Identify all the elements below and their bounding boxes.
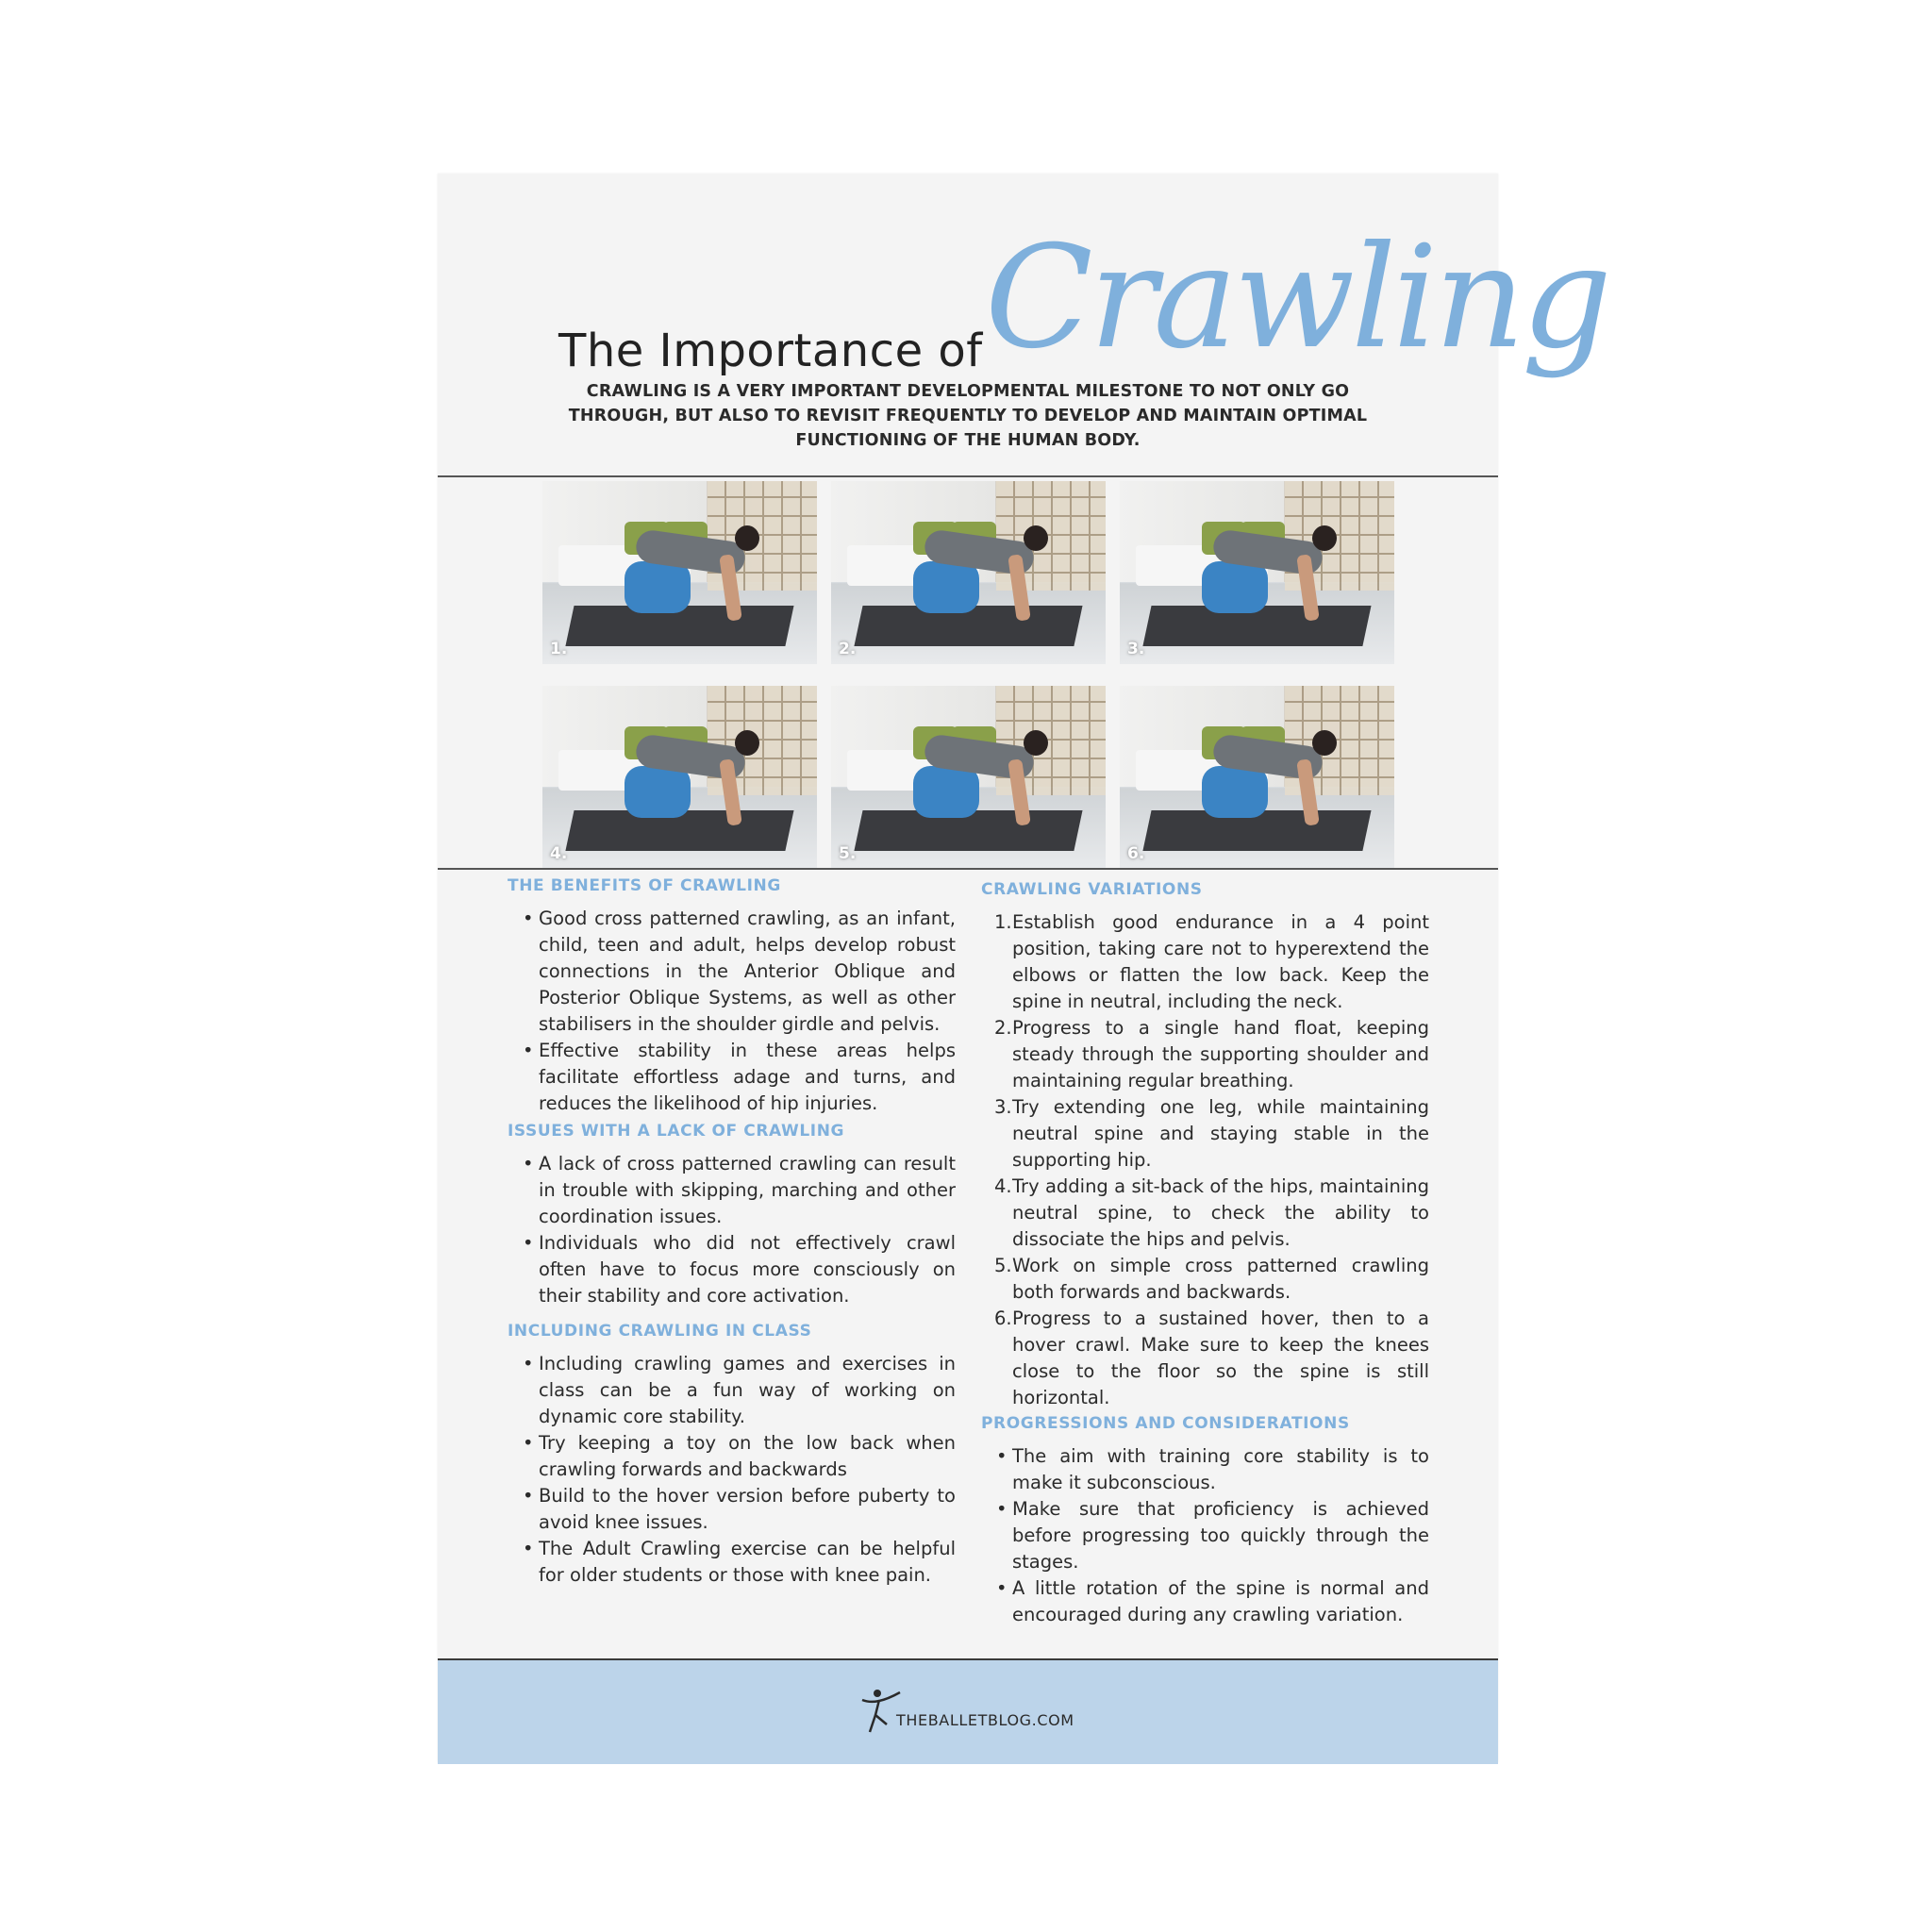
photo-number: 2. bbox=[839, 640, 857, 658]
divider-middle bbox=[438, 868, 1498, 870]
list-item: • Try keeping a toy on the low back when crawling forwards and backwards bbox=[523, 1432, 956, 1480]
progressions-list bbox=[981, 1443, 1429, 1628]
list-item: • Effective stability in these areas helps facilitate effortless adage and turns, and reduces the likelihood of hip injuries. bbox=[523, 1040, 956, 1114]
intro-subtitle: CRAWLING IS A VERY IMPORTANT DEVELOPMENTAL MILESTONE TO NOT ONLY GO THROUGH, BUT ALSO TO REVISIT FREQUENTLY TO DEVELOP AND MAINTAIN OPTIMAL FUNCTIONING OF THE HUMAN BODY. bbox=[568, 382, 1368, 450]
photo-number: 5. bbox=[839, 844, 857, 863]
page-title-script: Crawling bbox=[985, 216, 1608, 380]
section-heading-progressions: PROGRESSIONS AND CONSIDERATIONS bbox=[981, 1414, 1350, 1433]
section-heading-issues: ISSUES WITH A LACK OF CRAWLING bbox=[508, 1122, 845, 1141]
section-heading-class: INCLUDING CRAWLING IN CLASS bbox=[508, 1322, 812, 1341]
photo-number: 4. bbox=[550, 844, 568, 863]
list-item: • Individuals who did not effectively crawl often have to focus more consciously on their stability and core activation. bbox=[523, 1232, 956, 1307]
list-item: 4. Try adding a sit-back of the hips, maintaining neutral spine, to check the ability to dissociate the hips and pelvis. bbox=[994, 1175, 1429, 1250]
exercise-photo-2 bbox=[831, 481, 1106, 664]
page-title: The Importance of bbox=[558, 325, 983, 377]
right-column bbox=[981, 879, 1429, 1628]
exercise-photo-5 bbox=[831, 686, 1106, 869]
section-heading-benefits: THE BENEFITS OF CRAWLING bbox=[508, 876, 781, 895]
left-column bbox=[508, 875, 956, 1589]
list-item: • Build to the hover version before puberty to avoid knee issues. bbox=[523, 1485, 956, 1533]
list-item: • Including crawling games and exercises in class can be a fun way of working on dynamic core stability. bbox=[523, 1353, 956, 1427]
exercise-photo-3 bbox=[1120, 481, 1394, 664]
list-item: 5. Work on simple cross patterned crawling both forwards and backwards. bbox=[994, 1255, 1429, 1303]
list-item: 1. Establish good endurance in a 4 point position, taking care not to hyperextend the elbows or flatten the low back. Keep the spine in neutral, including the neck. bbox=[994, 911, 1429, 1012]
list-item: • The Adult Crawling exercise can be helpful for older students or those with knee pain. bbox=[523, 1538, 956, 1586]
variations-list bbox=[981, 909, 1429, 1411]
list-item: • A little rotation of the spine is normal and encouraged during any crawling variation. bbox=[996, 1577, 1429, 1625]
photo-number: 3. bbox=[1127, 640, 1145, 658]
list-item: • A lack of cross patterned crawling can result in trouble with skipping, marching and other coordination issues. bbox=[523, 1153, 956, 1227]
title-block bbox=[438, 216, 1608, 391]
class-list bbox=[508, 1351, 956, 1589]
list-item: 2. Progress to a single hand float, keeping steady through the supporting shoulder and maintaining regular breathing. bbox=[994, 1017, 1429, 1091]
benefits-list bbox=[508, 906, 956, 1117]
exercise-photo-4 bbox=[542, 686, 817, 869]
list-item: • Good cross patterned crawling, as an infant, child, teen and adult, helps develop robust connections in the Anterior Oblique and Posterior Oblique Systems, as well as other stabilisers in the shoulder girdle and pelvis. bbox=[523, 908, 956, 1035]
list-item: 3. Try extending one leg, while maintaining neutral spine and staying stable in the supporting hip. bbox=[994, 1096, 1429, 1171]
footer bbox=[438, 1658, 1498, 1764]
list-item: • Make sure that proficiency is achieved before progressing too quickly through the stages. bbox=[996, 1498, 1429, 1573]
issues-list bbox=[508, 1151, 956, 1309]
divider-top bbox=[438, 475, 1498, 477]
poster bbox=[438, 174, 1608, 1762]
exercise-photo-6 bbox=[1120, 686, 1394, 869]
footer-site-link[interactable]: THEBALLETBLOG.COM bbox=[896, 1711, 1074, 1729]
list-item: 6. Progress to a sustained hover, then to a hover crawl. Make sure to keep the knees close to the floor so the spine is still horizontal. bbox=[994, 1307, 1429, 1408]
photo-number: 1. bbox=[550, 640, 568, 658]
section-heading-variations: CRAWLING VARIATIONS bbox=[981, 880, 1203, 899]
list-item: • The aim with training core stability is to make it subconscious. bbox=[996, 1445, 1429, 1493]
photo-number: 6. bbox=[1127, 844, 1145, 863]
exercise-photo-1 bbox=[542, 481, 817, 664]
photo-grid bbox=[542, 481, 1394, 870]
